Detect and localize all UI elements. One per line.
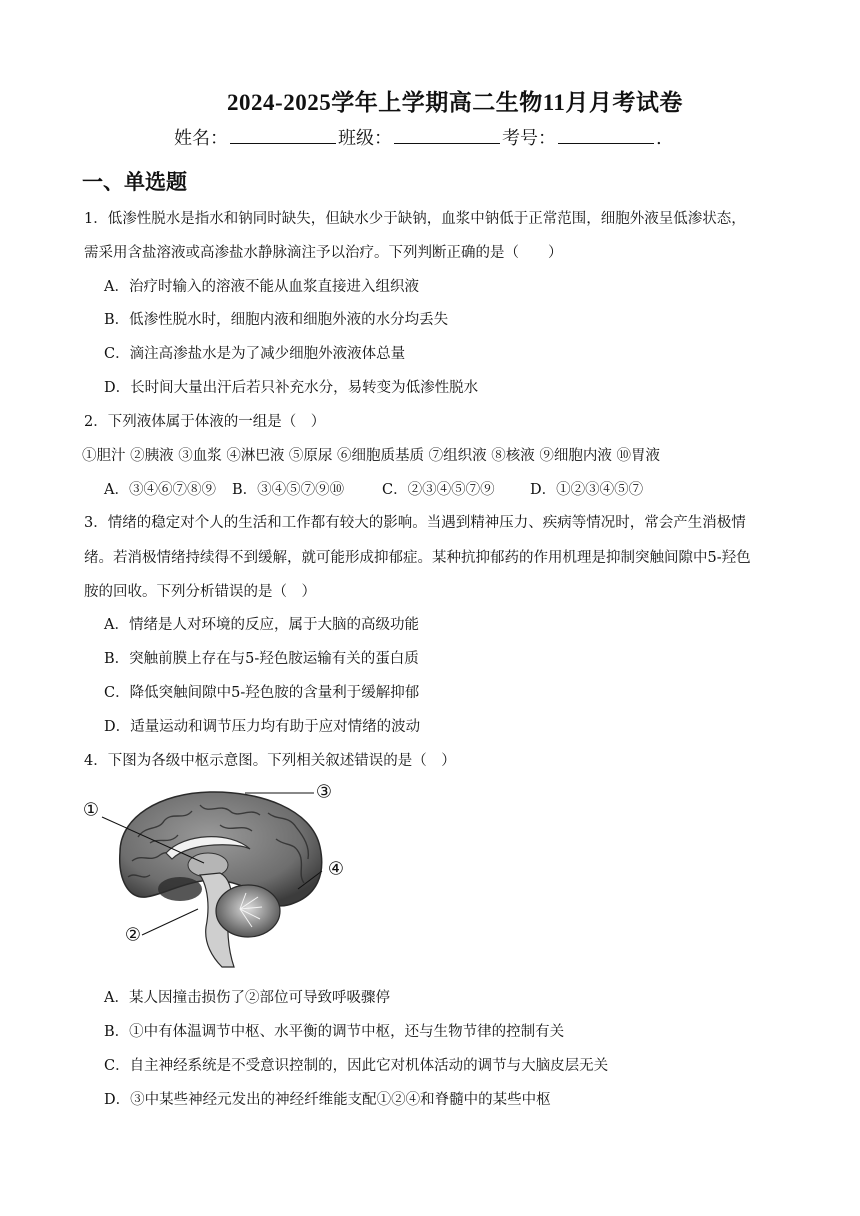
cerebellum <box>216 885 280 937</box>
id-label: 考号： <box>502 128 556 149</box>
q4-option-d: D．③中某些神经元发出的神经纤维能支配①②④和脊髓中的某些中枢 <box>104 1092 551 1108</box>
q3-option-c: C．降低突触间隙中5-羟色胺的含量利于缓解抑郁 <box>104 685 420 701</box>
q3-line1: 3．情绪的稳定对个人的生活和工作都有较大的影响。当遇到精神压力、疾病等情况时，常会产生消极情 <box>84 515 746 531</box>
q2-stem: 2．下列液体属于体液的一组是（ ） <box>84 414 326 430</box>
student-info-row <box>174 124 662 150</box>
class-label: 班级： <box>338 128 392 149</box>
q3-option-d: D．适量运动和调节压力均有助于应对情绪的波动 <box>104 719 421 735</box>
q3-option-b: B．突触前膜上存在与5-羟色胺运输有关的蛋白质 <box>104 651 419 667</box>
section-heading: 一、单选题 <box>82 169 187 194</box>
q2-option-c: C．②③④⑤⑦⑨ <box>382 482 495 498</box>
id-blank <box>558 125 654 144</box>
q1-option-b: B．低渗性脱水时，细胞内液和细胞外液的水分均丢失 <box>104 312 449 328</box>
q4-option-c: C．自主神经系统是不受意识控制的，因此它对机体活动的调节与大脑皮层无关 <box>104 1058 609 1074</box>
name-label: 姓名： <box>174 128 228 149</box>
q2-option-b: B．③④⑤⑦⑨⑩ <box>232 482 345 498</box>
brain-diagram <box>80 777 350 977</box>
q3-line3: 胺的回收。下列分析错误的是（ ） <box>84 584 316 600</box>
q1-option-c: C．滴注高渗盐水是为了减少细胞外液液体总量 <box>104 346 406 362</box>
q2-option-d: D．①②③④⑤⑦ <box>530 482 644 498</box>
q1-option-d: D．长时间大量出汗后若只补充水分，易转变为低渗性脱水 <box>104 380 479 396</box>
q1-line1: 1．低渗性脱水是指水和钠同时缺失，但缺水少于缺钠，血浆中钠低于正常范围，细胞外液呈低渗状态， <box>84 211 746 227</box>
label-3-text: ③ <box>315 781 333 803</box>
class-blank <box>394 125 500 144</box>
q4-option-b: B．①中有体温调节中枢、水平衡的调节中枢，还与生物节律的控制有关 <box>104 1024 565 1040</box>
q4-stem: 4．下图为各级中枢示意图。下列相关叙述错误的是（ ） <box>84 753 456 769</box>
exam-title: 2024-2025学年上学期高二生物11月月考试卷 <box>227 90 683 115</box>
info-tail: . <box>656 128 662 149</box>
q4-option-a: A．某人因撞击损伤了②部位可导致呼吸骤停 <box>104 990 390 1006</box>
label-1-text: ① <box>82 799 100 821</box>
q3-line2: 绪。若消极情绪持续得不到缓解，就可能形成抑郁症。某种抗抑郁药的作用机理是抑制突触间隙中5-羟色 <box>84 550 751 566</box>
q2-liquids: ①胆汁 ②胰液 ③血浆 ④淋巴液 ⑤原尿 ⑥细胞质基质 ⑦组织液 ⑧核液 ⑨细胞内液 ⑩胃液 <box>82 448 660 464</box>
q2-option-a: A．③④⑥⑦⑧⑨ <box>104 482 216 498</box>
q1-option-a: A．治疗时输入的溶液不能从血浆直接进入组织液 <box>104 279 419 295</box>
label-2-text: ② <box>124 924 142 946</box>
name-blank <box>230 125 336 144</box>
label-4-text: ④ <box>327 858 345 880</box>
temporal-shade <box>158 877 202 901</box>
q1-line2: 需采用含盐溶液或高渗盐水静脉滴注予以治疗。下列判断正确的是（ ） <box>84 245 563 261</box>
thalamus <box>188 853 228 877</box>
q3-option-a: A．情绪是人对环境的反应，属于大脑的高级功能 <box>104 617 419 633</box>
